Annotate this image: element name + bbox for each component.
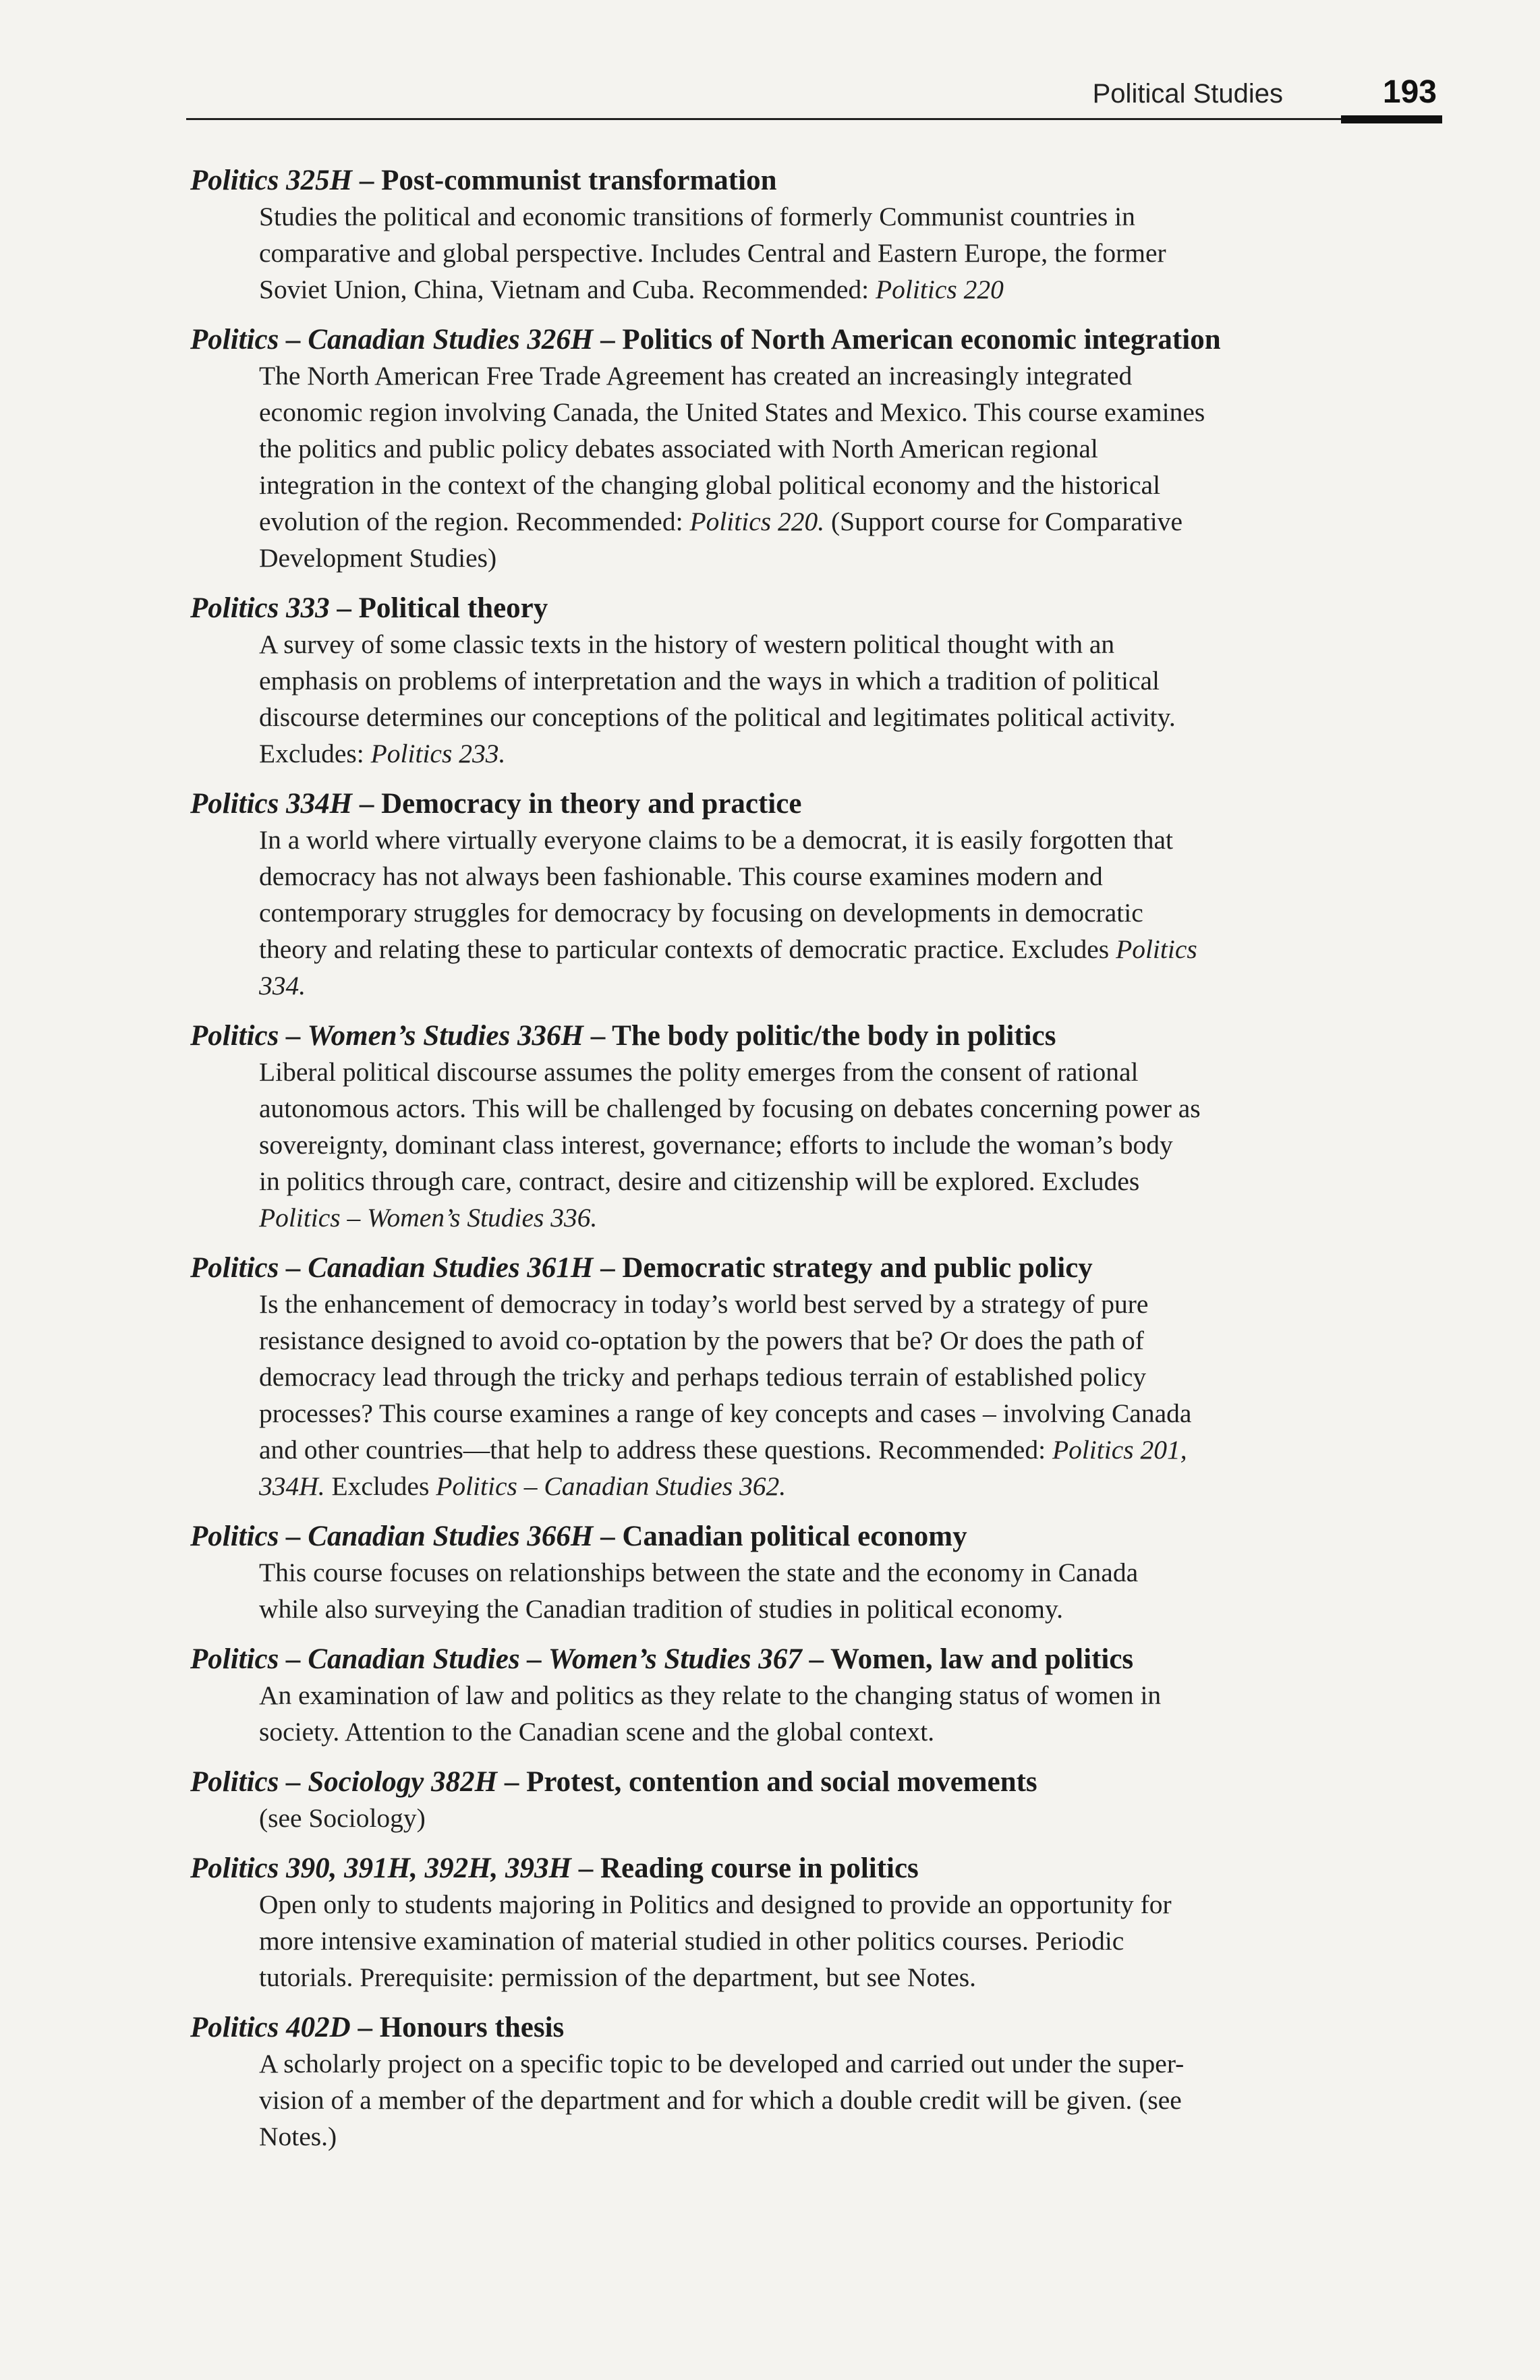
description-text: while also surveying the Canadian tradition of studies in political economy. — [259, 1594, 1064, 1624]
description-text: the politics and public policy debates associated with North American regional — [259, 434, 1098, 463]
description-line — [259, 1677, 1445, 1713]
course-description — [259, 358, 1445, 576]
course-entry — [190, 1642, 1445, 1750]
description-text: and other countries—that help to address these questions. Recommended: — [259, 1435, 1052, 1465]
course-separator: – — [352, 788, 382, 820]
description-text: Notes.) — [259, 2122, 337, 2151]
course-reference: Politics 201, — [1052, 1435, 1187, 1465]
course-entry — [190, 787, 1445, 1004]
course-heading — [190, 1519, 1445, 1554]
description-line — [259, 822, 1445, 858]
course-reference: Politics — [1116, 934, 1197, 964]
header-rule-accent — [1341, 115, 1442, 123]
course-heading — [190, 1019, 1445, 1054]
description-line — [259, 662, 1445, 699]
description-line — [259, 1713, 1445, 1750]
course-code: Politics 325H — [190, 165, 353, 196]
course-heading — [190, 1765, 1445, 1800]
course-code: Politics – Women’s Studies 336H — [190, 1020, 583, 1052]
description-text: Excludes: — [259, 739, 371, 768]
description-text: more intensive examination of material studied in other politics courses. Periodic — [259, 1926, 1124, 1956]
course-separator: – — [801, 1643, 830, 1675]
description-line — [259, 1127, 1445, 1163]
course-reference: 334. — [259, 971, 306, 1000]
description-line — [259, 1163, 1445, 1199]
course-description — [259, 1286, 1445, 1504]
description-text: processes? This course examines a range of key concepts and cases – involving Canada — [259, 1398, 1192, 1428]
description-text: democracy lead through the tricky and perhaps tedious terrain of established policy — [259, 1362, 1147, 1392]
description-line — [259, 931, 1445, 967]
course-entry — [190, 322, 1445, 576]
description-text: emphasis on problems of interpretation and the ways in which a tradition of political — [259, 666, 1160, 696]
description-text: Is the enhancement of democracy in today’s world best served by a strategy of pure — [259, 1289, 1149, 1319]
description-text: autonomous actors. This will be challenged by focusing on debates concerning power as — [259, 1094, 1201, 1123]
description-text: (Support course for Comparative — [824, 507, 1183, 536]
course-entry — [190, 1765, 1445, 1836]
course-separator: – — [571, 1852, 600, 1884]
description-text: democracy has not always been fashionable. This course examines modern and — [259, 861, 1103, 891]
description-line — [259, 1286, 1445, 1322]
course-separator: – — [350, 2012, 380, 2043]
course-heading — [190, 2010, 1445, 2045]
course-description — [259, 1554, 1445, 1627]
course-reference: Politics 233. — [370, 739, 506, 768]
description-line — [259, 1090, 1445, 1127]
course-title: Honours thesis — [379, 2012, 565, 2043]
course-title: Canadian political economy — [622, 1521, 967, 1552]
course-separator: – — [352, 165, 382, 196]
course-heading — [190, 1642, 1445, 1677]
description-text: Liberal political discourse assumes the polity emerges from the consent of rational — [259, 1057, 1139, 1087]
page-header — [186, 71, 1442, 125]
course-entry — [190, 1851, 1445, 1995]
description-text: sovereignty, dominant class interest, governance; efforts to include the woman’s body — [259, 1130, 1173, 1160]
description-line — [259, 430, 1445, 467]
description-text: (see Sociology) — [259, 1803, 426, 1833]
description-line — [259, 699, 1445, 735]
description-line — [259, 503, 1445, 540]
course-description — [259, 626, 1445, 772]
course-code: Politics 390, 391H, 392H, 393H — [190, 1852, 571, 1884]
page-number: 193 — [1382, 74, 1437, 110]
course-title: Protest, contention and social movements — [526, 1766, 1037, 1798]
course-reference: Politics 220 — [876, 275, 1004, 304]
description-text: society. Attention to the Canadian scene and the global context. — [259, 1717, 935, 1747]
course-heading — [190, 1251, 1445, 1286]
course-description — [259, 1677, 1445, 1750]
course-list — [190, 163, 1445, 2170]
course-heading — [190, 591, 1445, 626]
description-line — [259, 1322, 1445, 1359]
course-heading — [190, 163, 1445, 198]
description-line — [259, 1886, 1445, 1923]
description-text: vision of a member of the department and for which a double credit will be given. (see — [259, 2085, 1182, 2115]
description-text: integration in the context of the changing global political economy and the historical — [259, 470, 1161, 500]
course-title: Post-communist transformation — [381, 165, 777, 196]
description-line — [259, 858, 1445, 895]
description-text: Open only to students majoring in Politics and designed to provide an opportunity for — [259, 1890, 1172, 1919]
description-line — [259, 540, 1445, 576]
course-description — [259, 1054, 1445, 1236]
description-line — [259, 1199, 1445, 1236]
description-text: Studies the political and economic transitions of formerly Communist countries in — [259, 202, 1135, 231]
course-title: The body politic/the body in politics — [612, 1020, 1056, 1052]
description-text: A scholarly project on a specific topic to be developed and carried out under the super- — [259, 2049, 1185, 2078]
course-reference: Politics – Women’s Studies 336. — [259, 1203, 598, 1232]
description-line — [259, 1054, 1445, 1090]
description-text: discourse determines our conceptions of the political and legitimates political activity. — [259, 702, 1176, 732]
course-entry — [190, 2010, 1445, 2155]
description-line — [259, 1432, 1445, 1468]
course-separator: – — [329, 592, 359, 624]
course-heading — [190, 787, 1445, 822]
course-reference: 334H. — [259, 1471, 325, 1501]
description-text: economic region involving Canada, the United States and Mexico. This course examines — [259, 397, 1205, 427]
course-title: Politics of North American economic integration — [622, 324, 1221, 356]
description-line — [259, 235, 1445, 271]
course-code: Politics – Canadian Studies 366H — [190, 1521, 594, 1552]
description-line — [259, 1959, 1445, 1995]
description-line — [259, 358, 1445, 394]
description-line — [259, 2118, 1445, 2155]
description-line — [259, 198, 1445, 235]
header-rule — [186, 118, 1442, 120]
description-line — [259, 1800, 1445, 1836]
description-text: In a world where virtually everyone claims to be a democrat, it is easily forgotten that — [259, 825, 1173, 855]
course-reference: Politics 220. — [689, 507, 825, 536]
course-separator: – — [593, 1521, 623, 1552]
description-line — [259, 1923, 1445, 1959]
course-code: Politics – Canadian Studies – Women’s Studies 367 — [190, 1643, 802, 1675]
course-entry — [190, 591, 1445, 772]
course-title: Democracy in theory and practice — [381, 788, 802, 820]
course-description — [259, 1800, 1445, 1836]
description-text: A survey of some classic texts in the history of western political thought with an — [259, 629, 1115, 659]
description-line — [259, 1591, 1445, 1627]
description-text: The North American Free Trade Agreement has created an increasingly integrated — [259, 361, 1133, 391]
description-line — [259, 967, 1445, 1004]
course-entry — [190, 163, 1445, 308]
course-title: Democratic strategy and public policy — [622, 1252, 1093, 1284]
description-text: Development Studies) — [259, 543, 497, 573]
course-code: Politics 402D — [190, 2012, 351, 2043]
description-text: contemporary struggles for democracy by focusing on developments in democratic — [259, 898, 1143, 928]
course-heading — [190, 1851, 1445, 1886]
course-code: Politics – Sociology 382H — [190, 1766, 498, 1798]
description-text: comparative and global perspective. Includes Central and Eastern Europe, the former — [259, 238, 1166, 268]
description-text: theory and relating these to particular contexts of democratic practice. Excludes — [259, 934, 1116, 964]
course-separator: – — [497, 1766, 527, 1798]
description-line — [259, 467, 1445, 503]
course-entry — [190, 1519, 1445, 1627]
course-code: Politics – Canadian Studies 361H — [190, 1252, 594, 1284]
description-line — [259, 1554, 1445, 1591]
section-title: Political Studies — [1092, 79, 1283, 109]
course-description — [259, 198, 1445, 308]
course-heading — [190, 322, 1445, 358]
course-code: Politics – Canadian Studies 326H — [190, 324, 594, 356]
course-reference: Politics – Canadian Studies 362. — [436, 1471, 787, 1501]
course-code: Politics 333 — [190, 592, 330, 624]
course-description — [259, 2045, 1445, 2155]
description-line — [259, 1468, 1445, 1504]
course-title: Women, law and politics — [830, 1643, 1134, 1675]
description-line — [259, 2045, 1445, 2082]
course-title: Reading course in politics — [600, 1852, 919, 1884]
description-text: An examination of law and politics as they relate to the changing status of women in — [259, 1680, 1162, 1710]
description-text: Soviet Union, China, Vietnam and Cuba. Recommended: — [259, 275, 876, 304]
course-separator: – — [593, 324, 623, 356]
course-separator: – — [583, 1020, 612, 1052]
description-text: Excludes — [324, 1471, 436, 1501]
description-line — [259, 626, 1445, 662]
course-title: Political theory — [358, 592, 548, 624]
description-text: resistance designed to avoid co-optation by the powers that be? Or does the path of — [259, 1326, 1144, 1355]
course-entry — [190, 1019, 1445, 1236]
description-line — [259, 394, 1445, 430]
course-code: Politics 334H — [190, 788, 353, 820]
description-line — [259, 735, 1445, 772]
description-text: in politics through care, contract, desire and citizenship will be explored. Excludes — [259, 1166, 1140, 1196]
description-line — [259, 1359, 1445, 1395]
description-text: tutorials. Prerequisite: permission of the department, but see Notes. — [259, 1962, 976, 1992]
course-description — [259, 822, 1445, 1004]
description-line — [259, 2082, 1445, 2118]
course-description — [259, 1886, 1445, 1995]
course-separator: – — [593, 1252, 623, 1284]
description-text: This course focuses on relationships between the state and the economy in Canada — [259, 1558, 1139, 1587]
description-line — [259, 1395, 1445, 1432]
description-line — [259, 895, 1445, 931]
description-text: evolution of the region. Recommended: — [259, 507, 690, 536]
course-entry — [190, 1251, 1445, 1504]
description-line — [259, 271, 1445, 308]
